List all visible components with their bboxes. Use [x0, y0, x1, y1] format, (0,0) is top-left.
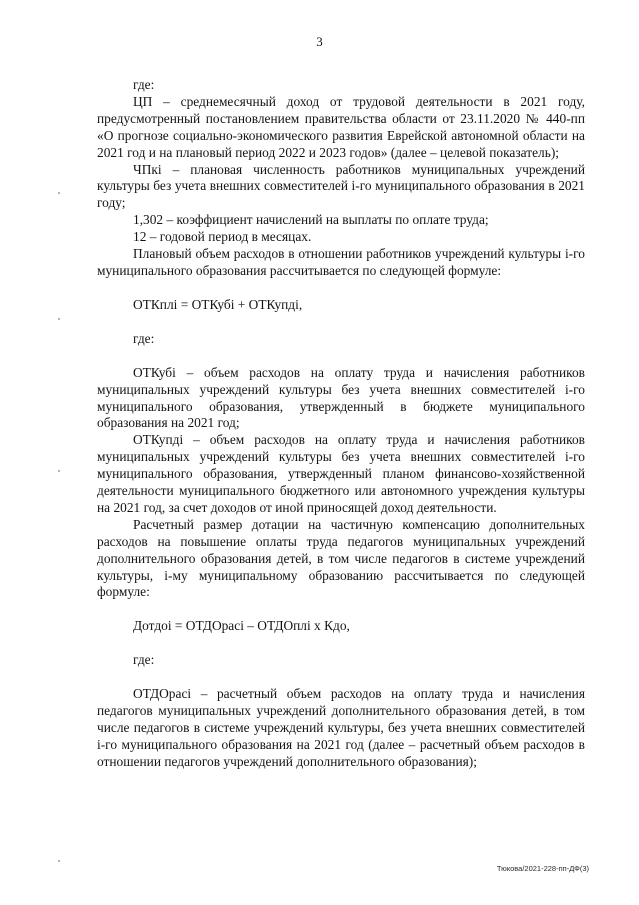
formula-otkpl: ОТКплі = ОТКубі + ОТКупді,: [133, 296, 303, 312]
document-body: [97, 77, 585, 771]
margin-mark: [58, 318, 60, 320]
planned-volume-paragraph: Плановый объем расходов в отношении работников учреждений культуры і-го муниципального образования рассчитывается по следующей формуле:: [97, 246, 585, 278]
definition-otdoras: ОТДОрасі – расчетный объем расходов на оплату труда и начисления педагогов муниципальных учреждений дополнительного образования детей, в том числе педагогов в системе учреждений культуры, без учета внешних совместителей і-го муниципального образования на 2021 год (далее – расчетный объем расходов в отношении педагогов учреждений дополнительного образования);: [97, 686, 585, 769]
margin-mark: [58, 860, 60, 862]
definition-chpk: ЧПкі – плановая численность работников муниципальных учреждений культуры без учета внешних совместителей і-го муниципального образования в 2021 году;: [97, 161, 585, 211]
definition-otkub: ОТКубі – объем расходов на оплату труда и начисления работников муниципальных учреждений культуры без учета внешних совместителей і-го муниципального образования, утвержденный в бюджете муниципального образования на 2021 год;: [97, 364, 585, 431]
where-label: где:: [133, 330, 155, 346]
margin-mark: [58, 470, 60, 472]
definition-otkupd: ОТКупді – объем расходов на оплату труда и начисления работников муниципальных учреждений культуры без учета внешних совместителей і-го муниципального образования, утвержденный планом финансово-хозяйственной деятельности муниципального бюджетного или автономного учреждения культуры на 2021 год, за счет доходов от иной приносящей доход деятельности.: [97, 432, 585, 515]
definition-coefficient: 1,302 – коэффициент начислений на выплаты по оплате труда;: [133, 212, 489, 228]
definition-period: 12 – годовой период в месяцах.: [133, 229, 312, 245]
subsidy-paragraph: Расчетный размер дотации на частичную компенсацию дополнительных расходов на повышение оплаты труда педагогов муниципальных учреждений дополнительного образования детей, в том числе педагогов в системе учреждений культуры, і-му муниципальному образованию рассчитывается по следующей формуле:: [97, 516, 585, 600]
page-number: 3: [316, 34, 323, 49]
footer-document-code: Тюкова/2021-228-пп-ДФ(3): [496, 864, 589, 873]
where-label: где:: [133, 652, 155, 668]
formula-dotdo: Дотдоі = ОТДОрасі – ОТДОплі х Кдо,: [133, 618, 350, 634]
where-label: где:: [133, 77, 155, 92]
definition-cp: ЦП – среднемесячный доход от трудовой деятельности в 2021 году, предусмотренный постановлением правительства области от 23.11.2020 № 440-пп «О прогнозе социально-экономического развития Еврейской автономной области на 2021 год и на плановый период 2022 и 2023 годов» (далее – целевой показатель);: [97, 93, 585, 160]
margin-mark: [58, 192, 60, 194]
